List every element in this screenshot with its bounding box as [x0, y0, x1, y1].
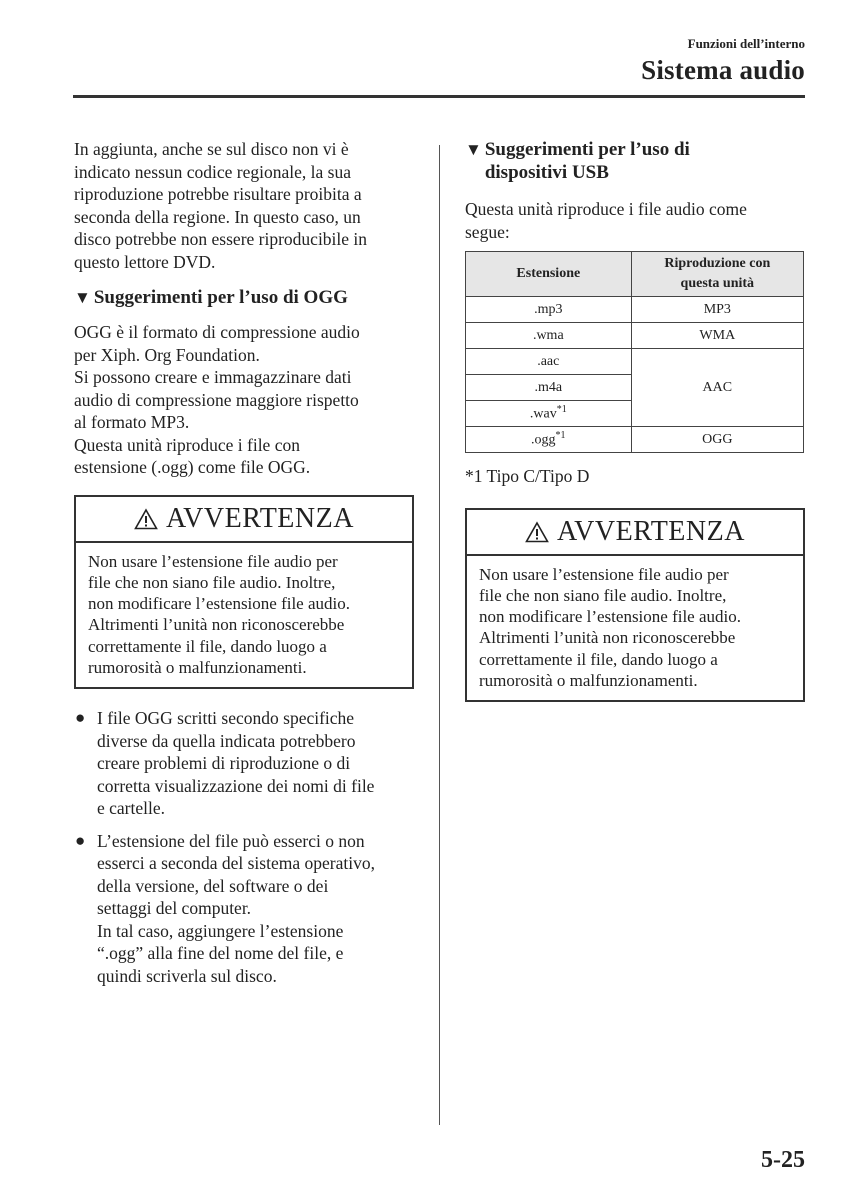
text-line: diverse da quella indicata potrebbero — [97, 730, 356, 751]
ogg-heading — [74, 286, 414, 309]
text-line: non modificare l’estensione file audio. — [88, 594, 350, 614]
text-line: al formato MP3. — [74, 412, 190, 432]
list-item — [74, 830, 414, 988]
table-footnote: *1 Tipo C/Tipo D — [465, 466, 590, 486]
text-line: Non usare l’estensione file audio per — [479, 564, 729, 584]
text-line: file che non siano file audio. Inoltre, — [88, 572, 336, 592]
text-line: per Xiph. Org Foundation. — [74, 344, 260, 365]
cell-extension: .m4a — [466, 375, 632, 401]
text-line: disco potrebbe non essere riproducibile in — [74, 229, 368, 249]
heading-line: dispositivi USB — [484, 162, 609, 183]
table-row — [466, 427, 804, 453]
table-header-row — [466, 252, 804, 297]
text-line: Altrimenti l’unità non riconoscerebbe — [88, 615, 345, 635]
text-line: “.ogg” alla fine del nome del file, e — [97, 943, 344, 964]
text-line: file che non siano file audio. Inoltre, — [479, 585, 727, 605]
text-line: In tal caso, aggiungere l’estensione — [97, 920, 344, 941]
table-row — [466, 349, 804, 375]
cell-format: MP3 — [631, 297, 803, 323]
list-item — [74, 707, 414, 820]
triangle-down-icon: ▼ — [465, 140, 482, 159]
text-line: Si possono creare e immagazzinare dati — [74, 367, 352, 387]
text-line: non modificare l’estensione file audio. — [479, 607, 741, 627]
text-line: Altrimenti l’unità non riconoscerebbe — [479, 628, 736, 648]
text-line: settaggi del computer. — [97, 898, 252, 919]
column-header-playback — [631, 252, 803, 297]
usb-heading — [465, 138, 805, 184]
header-line: questa unità — [680, 276, 755, 291]
left-column — [74, 138, 414, 997]
table-row — [466, 323, 804, 349]
right-column — [465, 138, 805, 702]
text-line: audio di compressione maggiore rispetto — [74, 389, 359, 410]
column-header-extension: Estensione — [466, 252, 632, 297]
ogg-heading-text: Suggerimenti per l’uso di OGG — [93, 287, 348, 308]
text-line: correttamente il file, dando luogo a — [88, 636, 327, 656]
page-number: 5-25 — [761, 1147, 805, 1173]
text-line: corretta visualizzazione dei nomi di file — [97, 775, 375, 796]
usb-paragraph — [465, 198, 805, 243]
text-line: Non usare l’estensione file audio per — [88, 551, 338, 571]
text-line: In aggiunta, anche se sul disco non vi è — [74, 139, 349, 159]
table-row — [466, 297, 804, 323]
cell-extension — [466, 401, 632, 427]
header-line: Riproduzione con — [664, 256, 771, 271]
warning-triangle-icon — [525, 521, 549, 543]
warning-body — [467, 556, 803, 701]
text-line: indicato nessun codice regionale, la sua — [74, 161, 351, 182]
footnote-mark: *1 — [555, 430, 566, 442]
warning-title: AVVERTENZA — [557, 515, 745, 547]
text-line: quindi scriverla sul disco. — [97, 965, 277, 986]
cell-extension: .aac — [466, 349, 632, 375]
extension-text: .ogg — [531, 432, 556, 448]
cell-extension: .mp3 — [466, 297, 632, 323]
text-line: correttamente il file, dando luogo a — [479, 649, 718, 669]
text-line: L’estensione del file può esserci o non — [97, 830, 365, 851]
text-line: Questa unità riproduce i file audio come — [465, 199, 747, 219]
text-line: OGG è il formato di compressione audio — [74, 322, 360, 342]
text-line: riproduzione potrebbe risultare proibita a — [74, 184, 362, 204]
warning-triangle-icon — [134, 508, 158, 530]
text-line: esserci a seconda del sistema operativo, — [97, 853, 375, 874]
intro-paragraph — [74, 138, 414, 273]
header-rule — [73, 95, 805, 98]
text-line: I file OGG scritti secondo specifiche — [97, 708, 355, 729]
text-line: segue: — [465, 221, 510, 242]
warning-title: AVVERTENZA — [166, 502, 354, 534]
text-line: Questa unità riproduce i file con — [74, 434, 300, 455]
triangle-down-icon: ▼ — [74, 288, 91, 307]
column-divider — [439, 145, 440, 1125]
heading-line: Suggerimenti per l’uso di — [484, 139, 690, 160]
text-line: rumorosità o malfunzionamenti. — [479, 670, 698, 690]
cell-format: WMA — [631, 323, 803, 349]
usb-heading-text — [485, 138, 690, 184]
warning-header — [76, 497, 412, 543]
page-title: Sistema audio — [641, 55, 805, 85]
ogg-paragraph — [74, 321, 414, 479]
bullet-dot-icon: ● — [75, 830, 86, 850]
footnote-mark: *1 — [556, 404, 567, 416]
extension-text: .wav — [529, 406, 557, 422]
text-line: e cartelle. — [97, 798, 166, 819]
bullet-dot-icon: ● — [75, 708, 86, 728]
warning-box — [74, 495, 414, 690]
cell-format: OGG — [631, 427, 803, 453]
text-line: seconda della regione. In questo caso, un — [74, 206, 361, 227]
cell-extension: .wma — [466, 323, 632, 349]
cell-extension — [466, 427, 632, 453]
header-section-label: Funzioni dell’interno — [687, 36, 805, 51]
extension-table — [465, 251, 804, 453]
cell-format: AAC — [631, 349, 803, 427]
text-line: della versione, del software o dei — [97, 875, 329, 896]
text-line: creare problemi di riproduzione o di — [97, 753, 351, 774]
warning-body — [76, 543, 412, 688]
bullet-list — [74, 707, 414, 987]
text-line: rumorosità o malfunzionamenti. — [88, 657, 307, 677]
warning-header — [467, 510, 803, 556]
warning-box — [465, 508, 805, 703]
text-line: estensione (.ogg) come file OGG. — [74, 457, 311, 477]
text-line: questo lettore DVD. — [74, 251, 216, 272]
